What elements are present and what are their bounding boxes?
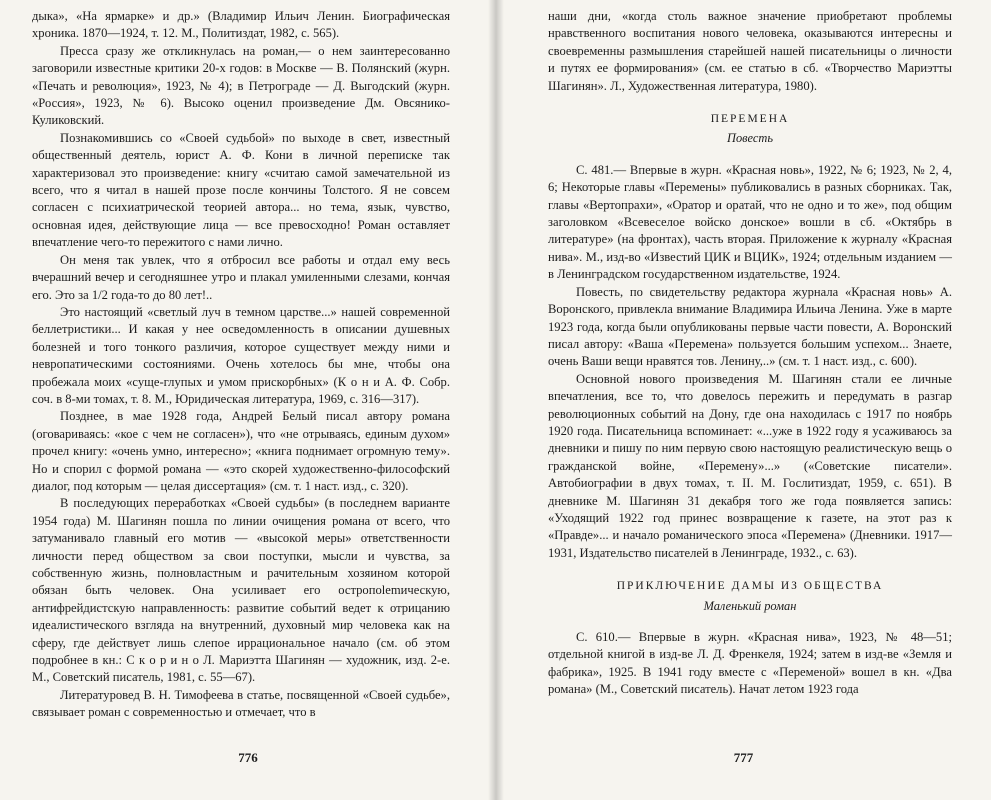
page-number: 776 — [238, 750, 258, 765]
page-number: 777 — [733, 750, 754, 765]
paragraph: Позднее, в мае 1928 года, Андрей Белый писал автору романа (оговариваясь: «кое с чем не согласен»), что «не отрываясь, единым духом» прочел книгу: «очень умно, интересно»; «книга поднимает огромную тему». Но и спорил с формой романа — «это скорей художественно-философский диалог, под которым — целая диссертация» (см. т. 1 наст. изд., с. 320). — [32, 409, 450, 493]
right-page — [496, 0, 991, 800]
section-title: ПРИКЛЮЧЕНИЕ ДАМЫ ИЗ ОБЩЕСТВА — [616, 580, 884, 593]
paragraph: Основной нового произведения М. Шагинян стали ее личные впечатления, все то, что довелось пережить и передумать в разгар революционных событий на Дону, где она находилась с 1917 по ноябрь 1920 года. Писательница вспоминает: «...уже в 1922 году я усаживаюсь за дневники и пишу по ним первую свою настоящую реалистическую вещь о гражданской войне, «Перемену»...» («Советские писатели». Автобиографии в двух томах, т. II. М. Гослитиздат, 1959, с. 651). В дневнике М. Шагинян 31 декабря того же года появляется запись: «Уходящий 1922 год принес возвращение к газете, на этот раз к «Правде»... и начало романического эпоса «Перемена» (Дневники. 1917—1931, Издательство писателей в Ленинграде, 1932., с. 63). — [548, 371, 952, 560]
section-title: ПЕРЕМЕНА — [710, 113, 790, 126]
book-gutter — [488, 0, 504, 800]
paragraph: Познакомившись со «Своей судьбой» по выходе в свет, известный общественный деятель, юрист А. Ф. Кони в личной переписке так характеризовал это произведение: книгу «считаю самой замечательной из всего, что я читал в нашей прозе после кончины Толстого. Я не совсем согласен с психиатрической теорией автора... но тема, язык, чувство, основная идея, действующие лица — все превосходно! Роман оставляет впечатление чего-то пережитого с нами лично. — [32, 130, 450, 250]
left-page-text — [32, 8, 450, 722]
section-subtitle: Маленький роман — [703, 598, 797, 613]
section-subtitle: Повесть — [727, 131, 773, 146]
right-page-text — [548, 8, 952, 699]
paragraph: наши дни, «когда столь важное значение приобретают проблемы нравственного воспитания нового человека, оказываются интересны и своевременны размышления старейшей нашей писательницы о личности и путях ее формирования» (см. ее статью в сб. «Творчество Мариэтты Шагинян». Л., Художественная литература, 1980). — [548, 9, 952, 93]
paragraph: Повесть, по свидетельству редактора журнала «Красная новь» А. Воронского, привлекла внимание Владимира Ильича Ленина. Уже в марте 1923 года, когда были опубликованы первые части повести, А. Воронский писал автору: «Ваша «Перемена» пользуется большим успехом... Знаете, очень Ваши вещи нравятся тов. Ленину,..» (см. т. 1 наст. изд., с. 600). — [548, 284, 952, 369]
paragraph: С. 481.— Впервые в журн. «Красная новь», 1922, № 6; 1923, № 2, 4, 6; Некоторые главы «Перемены» публиковались в разных сборниках. Так, главы «Вертопрахи», «Оратор и оратай, что не одно и то же», под общим заголовком «Всевеселое войско донское» вошли в сб. «Октябрь в литературе» (на фронтах), часть вторая. Приложение к журналу «Красная нива». М., изд-во «Известий ЦИК и ВЦИК», 1924; отдельным изданием — в Ленинградском государственном издательстве, 1924. — [548, 162, 952, 282]
paragraph: Он меня так увлек, что я отбросил все работы и отдал ему весь вчерашний вечер и сегодняшнее утро и плакал умиленными слезами, кончая его. Это за 1/2 года-то до 80 лет!.. — [32, 252, 450, 302]
paragraph: Литературовед В. Н. Тимофеева в статье, посвященной «Своей судьбе», связывает роман с современностью и отмечает, что в — [32, 687, 450, 720]
paragraph: дыка», «На ярмарке» и др.» (Владимир Ильич Ленин. Биографическая хроника. 1870—1924, т. 12. М., Политиздат, 1982, с. 565). — [32, 9, 450, 41]
paragraph: С. 610.— Впервые в журн. «Красная нива», 1923, № 48—51; отдельной книгой в изд-ве Л. Д. Френкеля, 1924; затем в изд-ве «Земля и фабрика», 1925. В 1941 году вместе с «Переменой» вошел в кн. «Два романа» (М., Советский писатель). Начат летом 1923 года — [548, 630, 952, 697]
paragraph: Это настоящий «светлый луч в темном царстве...» нашей современной беллетристики... И какая у нее осведомленность в описании душевных болезней и того тонкого различия, которое существует между ними и невропатическими состояниями. Очень хотелось бы мне, чтобы она пробежала моих «суще-глупых и умом прискорбных» (К о н и А. Ф. Собр. соч. в 8-ми томах, т. 8. М., Юридическая литература, 1969, с. 316—317). — [32, 304, 450, 406]
paragraph: В последующих переработках «Своей судьбы» (в последнем варианте 1954 года) М. Шагинян пошла по линии очищения романа от всего, что затуманивало главный его мотив — «высокой меры» ответственности личности перед обществом за свои поступки, мысли и чувства, за собственную жизнь, полновластным и рачительным хозяином которой обязан быть человек. Она усиливает его остропolemическую, антифрейдистскую направленность: развитие событий ведет к отрицанию идеалистического взгляда на внутренний, духовный мир человека как на сферу, где действует лишь слепое иррациональное начало (см. об этом подробнее в кн.: С к о р и н о Л. Мариэтта Шагинян — художник, изд. 2-е. М., Советский писатель, 1981, с. 55—67). — [32, 496, 450, 685]
paragraph: Пресса сразу же откликнулась на роман,— о нем заинтересованно заговорили известные критики 20-х годов: в Москве — В. Полянский (журн. «Печать и революция», 1923, № 4); в Петрограде — Д. Выгодский (журн. «Россия», 1923, № 6). Высоко оценил произведение Дм. Овсянико-Куликовский. — [32, 43, 450, 128]
